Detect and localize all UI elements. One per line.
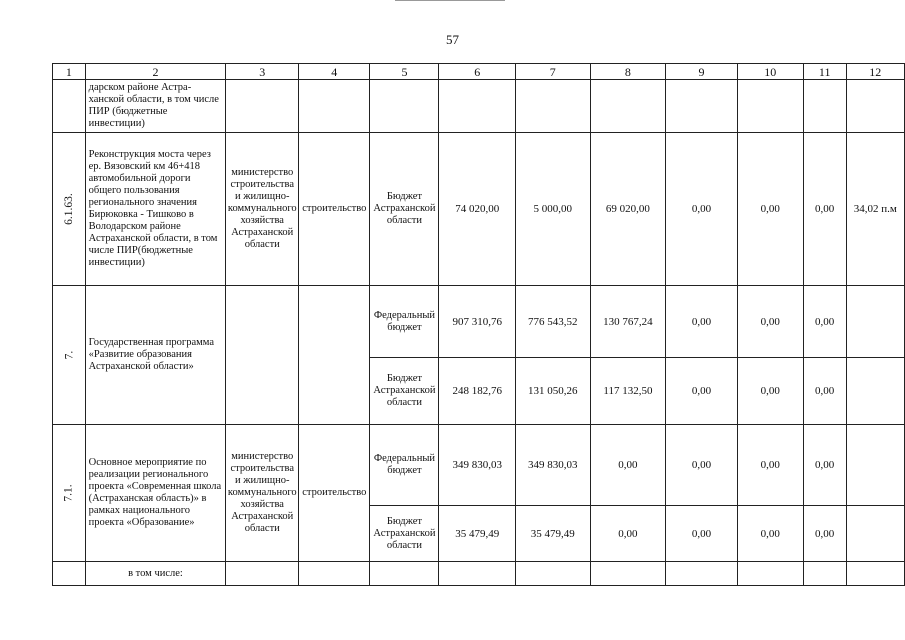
funding-source: Бюджет Астраханской области	[370, 358, 439, 425]
value-cell: 5 000,00	[515, 133, 590, 286]
value-cell: 907 310,76	[439, 286, 516, 358]
header-cell: 2	[85, 64, 226, 80]
header-cell: 3	[226, 64, 299, 80]
executor: министерство строительства и жилищно-коммунального хозяйства Астраханской области	[226, 425, 299, 562]
value-cell: 0,00	[737, 133, 803, 286]
item-number: 6.1.63.	[53, 133, 86, 286]
value-cell: 0,00	[803, 358, 846, 425]
value-cell: 0,00	[803, 286, 846, 358]
table-row	[53, 425, 905, 506]
value-cell: 0,00	[737, 286, 803, 358]
header-cell: 10	[737, 64, 803, 80]
value-cell: 130 767,24	[590, 286, 666, 358]
value-cell: 0,00	[590, 506, 666, 562]
header-row	[53, 64, 905, 80]
value-cell: 35 479,49	[439, 506, 516, 562]
value-cell: 248 182,76	[439, 358, 516, 425]
value-cell: 0,00	[666, 425, 738, 506]
funding-source: Федеральный бюджет	[370, 425, 439, 506]
value-cell: 0,00	[737, 425, 803, 506]
value-cell: 349 830,03	[515, 425, 590, 506]
funding-source: Бюджет Астраханской области	[370, 506, 439, 562]
header-cell: 5	[370, 64, 439, 80]
value-cell: 74 020,00	[439, 133, 516, 286]
value-cell: 0,00	[737, 506, 803, 562]
item-name: Государственная программа «Развитие образования Астраханской области»	[85, 286, 226, 425]
header-cell: 1	[53, 64, 86, 80]
value-cell: 0,00	[666, 358, 738, 425]
header-cell: 7	[515, 64, 590, 80]
value-cell: 0,00	[737, 358, 803, 425]
executor: министерство строительства и жилищно-коммунального хозяйства Астраханской области	[226, 133, 299, 286]
table-row	[53, 80, 905, 133]
item-number: 7.	[53, 286, 86, 425]
including-label: в том числе:	[85, 562, 226, 586]
table-row	[53, 562, 905, 586]
table-row	[53, 286, 905, 358]
item-name: Основное мероприятие по реализации регионального проекта «Современная школа (Астраханская область)» в рамках национального проекта «Образование»	[85, 425, 226, 562]
value-cell: 776 543,52	[515, 286, 590, 358]
item-number: 7.1.	[53, 425, 86, 562]
header-cell: 9	[666, 64, 738, 80]
value-cell: 0,00	[590, 425, 666, 506]
page-top-mark	[395, 0, 505, 5]
header-cell: 8	[590, 64, 666, 80]
value-cell: 131 050,26	[515, 358, 590, 425]
value-cell: 0,00	[666, 506, 738, 562]
funding-source: Бюджет Астраханской области	[370, 133, 439, 286]
value-cell: 0,00	[666, 286, 738, 358]
page-number: 57	[446, 32, 459, 47]
header-cell: 4	[299, 64, 370, 80]
budget-table	[52, 63, 905, 586]
value-cell: 34,02 п.м	[846, 133, 904, 286]
value-cell: 0,00	[803, 425, 846, 506]
funding-source: Федеральный бюджет	[370, 286, 439, 358]
header-cell: 6	[439, 64, 516, 80]
value-cell: 69 020,00	[590, 133, 666, 286]
value-cell: 117 132,50	[590, 358, 666, 425]
work-type: строительство	[299, 425, 370, 562]
value-cell: 0,00	[803, 133, 846, 286]
header-cell: 12	[846, 64, 904, 80]
item-name: дарском районе Астра-ханской области, в том числе ПИР (бюджетные инвестиции)	[85, 80, 226, 133]
value-cell: 0,00	[803, 506, 846, 562]
work-type: строительство	[299, 133, 370, 286]
value-cell: 0,00	[666, 133, 738, 286]
value-cell: 35 479,49	[515, 506, 590, 562]
header-cell: 11	[803, 64, 846, 80]
table-row	[53, 133, 905, 286]
value-cell: 349 830,03	[439, 425, 516, 506]
item-name: Реконструкция моста через ер. Вязовский км 46+418 автомобильной дороги общего пользования регионального значения Бирюковка - Тишково в Володарском районе Астраханской области, в том числе ПИР(бюджетные инвестиции)	[85, 133, 226, 286]
